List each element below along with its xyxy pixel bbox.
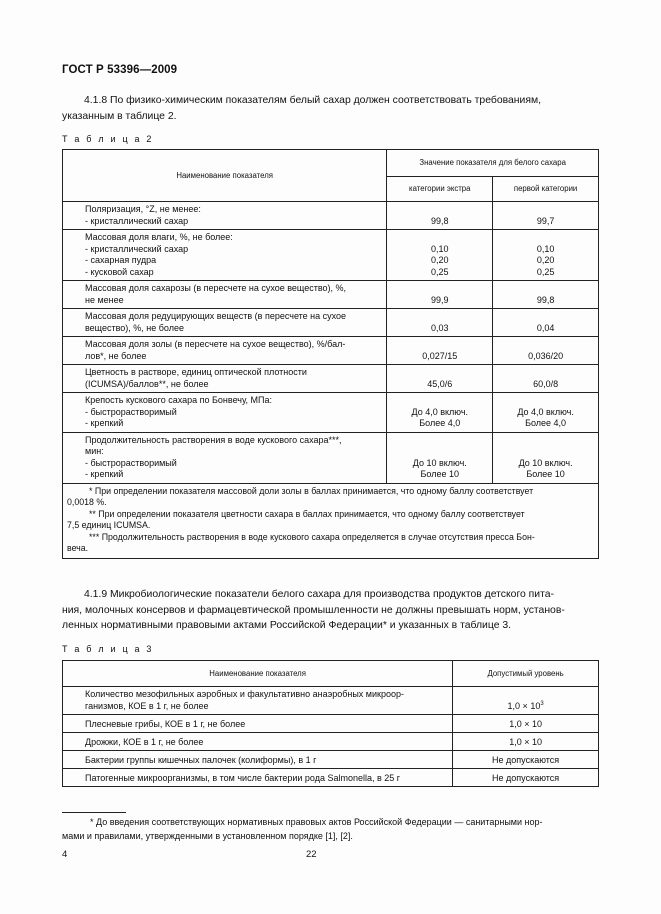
indicator-name-cell [63,715,453,733]
table2-body [63,202,599,484]
indicator-name-line: - быстрорастворимый [85,457,177,468]
indicator-name-cell [63,281,387,309]
extra-value-line: Более 10 [420,469,460,479]
extra-value-line [391,204,488,216]
notes-cell [63,483,599,559]
extra-value-line [391,311,488,323]
first-value-line [497,446,594,458]
first-value-cell [493,365,599,393]
extra-value-line: 99,9 [431,294,449,305]
first-value-cell [493,230,599,281]
first-value-line [497,232,594,244]
indicator-name-line: не менее [85,294,124,305]
allowed-level-value: 1,0 × 10 [509,736,542,747]
footnote [62,815,599,843]
indicator-name-cell [63,733,453,751]
indicator-name-line: Поляризация, °Z, не менее: [85,204,201,214]
first-value-line: 0,20 [536,255,555,265]
first-value-line: До 10 включ. [518,457,573,468]
indicator-name-line: - крепкий [85,469,124,479]
table-note-line: ** При определении показателя цветности сахара в баллах принимается, что одному баллу соответствует [89,508,525,519]
extra-value-line: 0,10 [431,243,449,254]
allowed-level-cell [453,751,599,769]
table2-notes [63,483,599,559]
indicator-name-line: - кристаллический сахар [85,243,189,254]
allowed-level-cell [453,733,599,751]
indicator-name-line: - сахарная пудра [85,255,157,265]
first-value-line [497,435,594,447]
table-note-line: 0,0018 %. [67,497,107,508]
allowed-level-value: Не допускаются [492,772,560,783]
table2-caption: Т а б л и ц а 2 [62,134,154,144]
extra-value-cell [387,432,493,483]
indicator-name-cell [63,309,387,337]
extra-value-cell [387,337,493,365]
indicator-name-cell [63,230,387,281]
first-value-line: 0,036/20 [528,350,564,361]
table3-body [63,687,599,787]
extra-value-cell [387,202,493,230]
first-value-line: До 4,0 включ. [517,406,574,417]
allowed-level-cell [453,687,599,715]
indicator-name-line: Крепость кускового сахара по Бонвечу, МПа: [85,395,273,405]
extra-value-line [391,435,488,447]
indicator-name-cell [63,769,453,787]
indicator-name-line: Продолжительность растворения в воде кускового сахара***, [85,434,342,445]
table-row [63,715,599,733]
paragraph-line: указанным в таблице 2. [62,110,177,122]
indicator-name-line: Бактерии группы кишечных палочек (колиформы), в 1 г [85,754,317,765]
extra-value-line: До 4,0 включ. [411,406,469,417]
indicator-name-line: мин: [85,446,104,456]
table-row [63,769,599,787]
table-row [63,309,599,337]
allowed-level-exponent: 3 [540,700,544,707]
table-note-line: 7,5 единиц ICUMSA. [67,520,151,531]
indicator-name-line: - кусковой сахар [85,266,154,277]
indicator-name-cell [63,393,387,433]
first-value-line [497,283,594,295]
indicator-name-line: Массовая доля сахарозы (в пересчете на сухое вещество), %, [85,283,347,293]
extra-value-line: 0,20 [431,255,449,265]
first-value-cell [493,281,599,309]
footnote-line: мами и правилами, утвержденными в установленном порядке [1], [2]. [62,831,353,841]
table-note-line: *** Продолжительность растворения в воде кускового сахара определяется в случае отсутствия пресса Бон- [89,531,535,542]
indicator-name-line: Массовая доля редуцирующих веществ (в пересчете на сухое [85,311,347,321]
indicator-name-line: (ICUMSA)/баллов**, не более [85,378,209,389]
indicator-name-line: - кристаллический сахар [85,215,189,226]
extra-value-cell [387,281,493,309]
footnote-separator [62,812,126,813]
extra-value-cell [387,230,493,281]
table-row [63,733,599,751]
footnote-line: * До введения соответствующих нормативных правовых актов Российской Федерации — санитарными нор- [90,817,543,827]
document-code: ГОСТ Р 53396—2009 [62,64,178,76]
paragraph-4-1-8 [62,93,599,124]
paragraph-line: 4.1.9 Микробиологические показатели белого сахара для производства продуктов детского пита- [84,589,554,600]
indicator-name-line: вещество), %, не более [85,322,185,333]
first-value-cell [493,432,599,483]
table2-header-first: первой категории [493,177,599,202]
table3-header-name: Наименование показателя [63,661,453,687]
indicator-name-cell [63,687,453,715]
paragraph-line: ния, молочных консервов и фармацевтической промышленности не должны превышать норм, установ- [62,604,565,616]
first-value-line [497,367,594,379]
page-number-center: 22 [306,849,317,860]
table-note-line: * При определении показателя массовой доли золы в баллах принимается, что одному баллу соответствует [89,485,534,496]
table-row [63,751,599,769]
indicator-name-line: Массовая доля влаги, %, не более: [85,232,233,242]
first-value-line: 99,8 [536,294,555,305]
extra-value-line: 99,8 [431,215,449,226]
table2-header-extra: категории экстра [387,177,493,202]
first-value-line [497,395,594,407]
notes-row [63,483,599,559]
table-2 [62,149,599,559]
allowed-level-cell [453,769,599,787]
extra-value-line [391,339,488,351]
paragraph-4-1-9 [62,587,599,634]
first-value-line: 60,0/8 [533,378,559,389]
extra-value-cell [387,309,493,337]
table-row [63,432,599,483]
indicator-name-cell [63,202,387,230]
first-value-cell [493,202,599,230]
paragraph-line: 4.1.8 По физико-химическим показателям белый сахар должен соответствовать требованиям, [84,95,541,106]
indicator-name-line: Количество мезофильных аэробных и факультативно анаэробных микроор- [85,689,404,699]
first-value-line [497,311,594,323]
indicator-name-cell [63,432,387,483]
indicator-name-line: Патогенные микроорганизмы, в том числе бактерии рода Salmonella, в 25 г [85,772,401,783]
extra-value-line: 0,03 [431,322,449,333]
table-row [63,281,599,309]
indicator-name-cell [63,751,453,769]
extra-value-line [391,367,488,379]
allowed-level-value: 1,0 × 10 [507,700,541,711]
indicator-name-cell [63,337,387,365]
indicator-name-line: Плесневые грибы, КОЕ в 1 г, не более [85,718,246,729]
first-value-line [497,339,594,351]
indicator-name-line: Массовая доля золы (в пересчете на сухое вещество), %/бал- [85,339,346,349]
first-value-line: 0,25 [536,266,555,277]
first-value-line: 0,04 [536,322,555,333]
indicator-name-line: Цветность в растворе, единиц оптической плотности [85,367,307,377]
allowed-level-cell [453,715,599,733]
indicator-name-line: ганизмов, КОЕ в 1 г, не более [85,700,209,711]
table3-caption: Т а б л и ц а 3 [62,644,154,654]
indicator-name-line: Дрожжи, КОЕ в 1 г, не более [85,736,204,747]
extra-value-cell [387,393,493,433]
allowed-level-value: Не допускаются [492,754,560,765]
table-row [63,365,599,393]
table2-header-value: Значение показателя для белого сахара [387,150,599,177]
first-value-cell [493,309,599,337]
first-value-line: Более 4,0 [525,418,567,428]
first-value-cell [493,337,599,365]
allowed-level-value: 1,0 × 10 [509,718,542,729]
extra-value-line [391,446,488,458]
table2-header-name: Наименование показателя [63,150,387,202]
extra-value-cell [387,365,493,393]
table-row [63,687,599,715]
table-note-line: веча. [67,543,89,554]
table-row [63,393,599,433]
table-row [63,337,599,365]
first-value-line: 0,10 [536,243,555,254]
indicator-name-line: - крепкий [85,418,124,428]
table-row [63,230,599,281]
extra-value-line: 45,0/6 [427,378,453,389]
extra-value-line: До 10 включ. [412,457,467,468]
indicator-name-line: - быстрорастворимый [85,406,177,417]
extra-value-line [391,283,488,295]
paragraph-line: ленных нормативными правовыми актами Российской Федерации* и указанных в таблице 3. [62,620,512,631]
page-number-left: 4 [62,849,68,860]
table-row [63,202,599,230]
extra-value-line [391,395,488,407]
extra-value-line: 0,25 [431,266,449,277]
extra-value-line: Более 4,0 [419,418,461,428]
extra-value-line [391,232,488,244]
table3-header-level: Допустимый уровень [453,661,599,687]
first-value-line: Более 10 [526,469,565,479]
first-value-line: 99,7 [536,215,555,226]
indicator-name-line: лов*, не более [85,350,147,361]
indicator-name-cell [63,365,387,393]
first-value-cell [493,393,599,433]
first-value-line [497,204,594,216]
table-3 [62,660,599,787]
extra-value-line: 0,027/15 [422,350,458,361]
